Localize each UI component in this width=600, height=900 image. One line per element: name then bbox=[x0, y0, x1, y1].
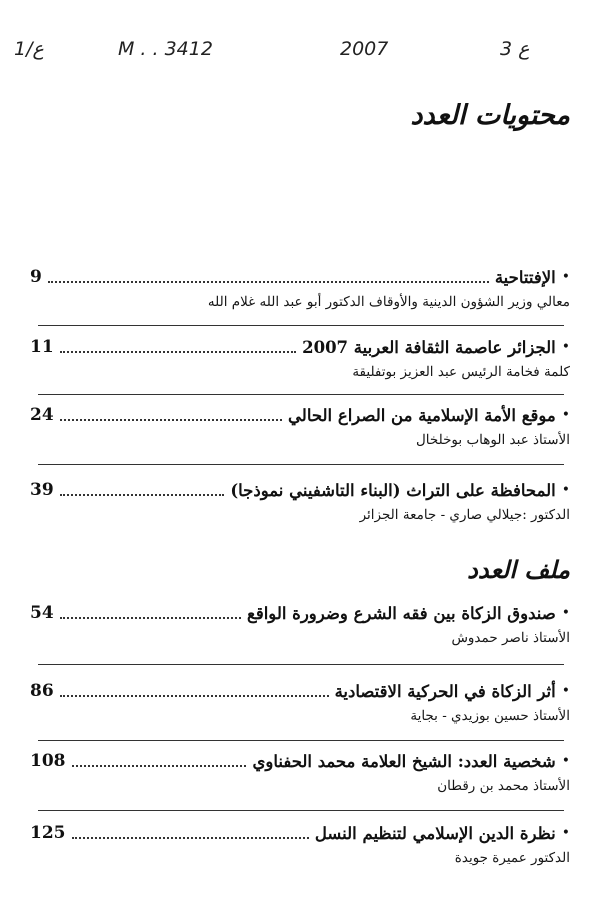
entry-title: شخصية العدد: الشيخ العلامة محمد الحفناوي bbox=[252, 751, 556, 771]
dot-leader bbox=[60, 419, 282, 421]
bullet: • bbox=[561, 683, 570, 699]
entry-author: الأستاذ محمد بن رقطان bbox=[437, 778, 570, 794]
dot-leader bbox=[48, 281, 489, 283]
section-title: ملف العدد bbox=[467, 555, 570, 584]
entry-title: الإفتتاحية bbox=[494, 267, 556, 287]
page-number: 54 bbox=[30, 603, 54, 623]
dot-leader bbox=[60, 351, 296, 353]
entry-title: أثر الزكاة في الحركية الاقتصادية bbox=[334, 681, 556, 701]
page-number: 86 bbox=[30, 681, 54, 701]
divider bbox=[38, 464, 564, 465]
bullet: • bbox=[561, 269, 570, 285]
entry-title: الجزائر عاصمة الثقافة العربية 2007 bbox=[302, 337, 556, 357]
page-number: 24 bbox=[30, 405, 54, 425]
divider bbox=[38, 810, 564, 811]
toc-entry bbox=[30, 402, 570, 472]
bullet: • bbox=[561, 339, 570, 355]
entry-author: معالي وزير الشؤون الدينية والأوقاف الدكتور أبو عبد الله غلام الله bbox=[207, 294, 570, 310]
toc-entry bbox=[30, 264, 570, 334]
page-number: 125 bbox=[30, 823, 66, 843]
dot-leader bbox=[60, 617, 241, 619]
bullet: • bbox=[561, 605, 570, 621]
entry-title: المحافظة على التراث (البناء التاشفيني نموذجا) bbox=[230, 480, 556, 500]
dot-leader bbox=[60, 494, 225, 496]
divider bbox=[38, 740, 564, 741]
toc-entry bbox=[30, 820, 570, 890]
handwritten-issue: ع 3 bbox=[500, 38, 530, 60]
page-number: 108 bbox=[30, 751, 66, 771]
toc-entry bbox=[30, 748, 570, 818]
bullet: • bbox=[561, 753, 570, 769]
entry-author: الدكتور عميرة جويدة bbox=[454, 850, 570, 866]
bullet: • bbox=[561, 825, 570, 841]
dot-leader bbox=[60, 695, 329, 697]
entry-author: كلمة فخامة الرئيس عبد العزيز بوتفليقة bbox=[352, 364, 570, 380]
handwritten-ref: M . . 3412 bbox=[118, 38, 213, 60]
entry-author: الأستاذ حسين بوزيدي - بجاية bbox=[410, 708, 570, 724]
toc-entry bbox=[30, 600, 570, 670]
entry-author: الأستاذ عبد الوهاب بوخلخال bbox=[415, 432, 570, 448]
page-number: 39 bbox=[30, 480, 54, 500]
entry-title: موقع الأمة الإسلامية من الصراع الحالي bbox=[288, 405, 556, 425]
page-title: محتويات العدد bbox=[410, 100, 570, 131]
toc-entry bbox=[30, 678, 570, 748]
entry-title: صندوق الزكاة بين فقه الشرع وضرورة الواقع bbox=[247, 603, 556, 623]
divider bbox=[38, 664, 564, 665]
toc-entry bbox=[30, 477, 570, 547]
bullet: • bbox=[561, 482, 570, 498]
divider bbox=[38, 325, 564, 326]
entry-title: نظرة الدين الإسلامي لتنظيم النسل bbox=[314, 823, 556, 843]
handwritten-left: 1/ع bbox=[14, 38, 44, 60]
entry-author: الدكتور :جيلالي صاري - جامعة الجزائر bbox=[359, 507, 570, 523]
dot-leader bbox=[72, 765, 247, 767]
entry-author: الأستاذ ناصر حمدوش bbox=[451, 630, 570, 646]
page-number: 11 bbox=[30, 337, 54, 357]
bullet: • bbox=[561, 407, 570, 423]
dot-leader bbox=[72, 837, 309, 839]
handwritten-year: 2007 bbox=[340, 38, 389, 60]
page-number: 9 bbox=[30, 267, 42, 287]
divider bbox=[38, 394, 564, 395]
